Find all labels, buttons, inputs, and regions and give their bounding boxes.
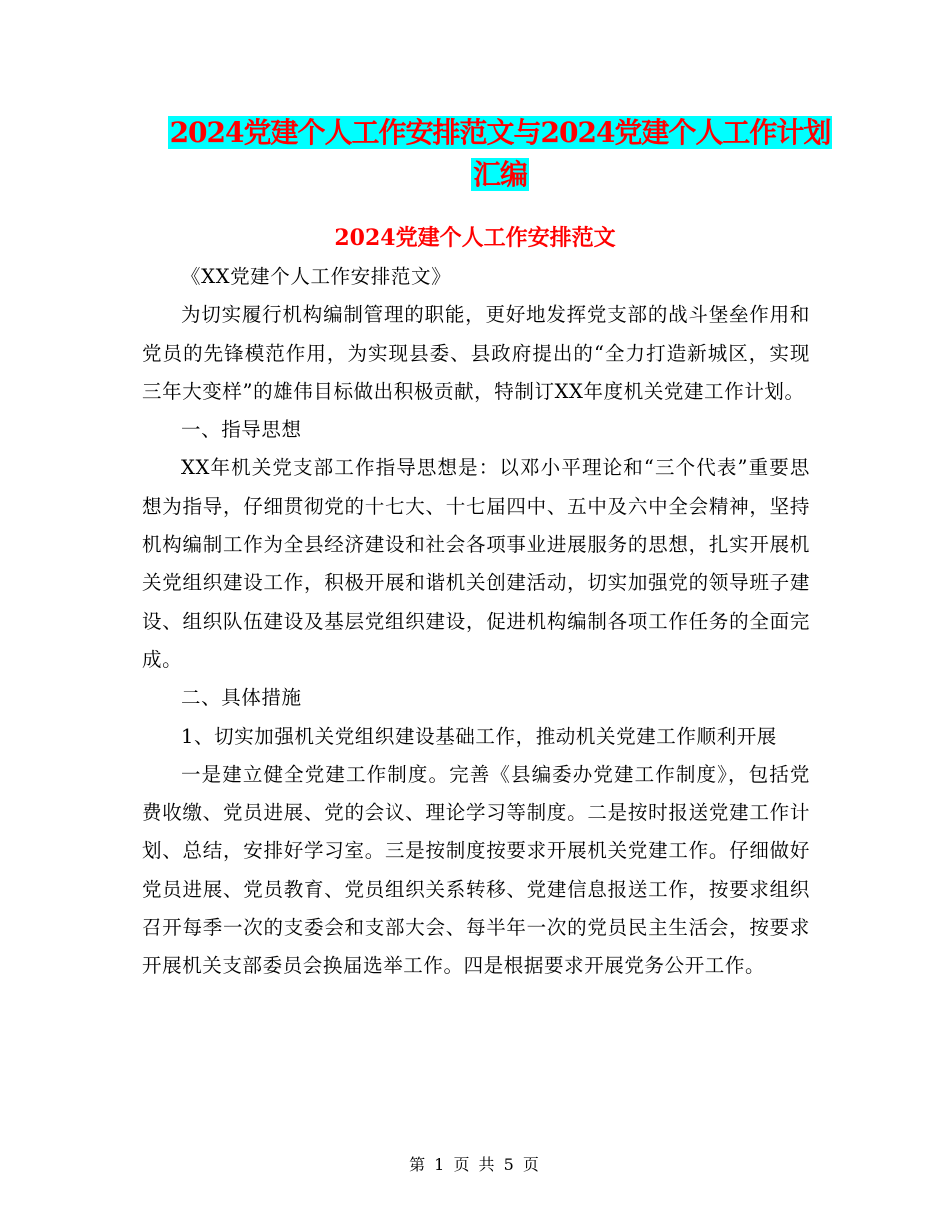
document-title-text-2: 汇编 [472, 158, 527, 191]
paragraph-guiding-thought: XX年机关党支部工作指导思想是：以邓小平理论和“三个代表”重要思想为指导，仔细贯彻党的十七大、十七届四中、五中及六中全会精神，坚持机构编制工作为全县经济建设和社会各项事业进展服务的思想，扎实开展机关党组织建设工作，积极开展和谐机关创建活动，切实加强党的领导班子建设、组织队伍建设及基层党组织建设，促进机构编制各项工作任务的全面完成。 [142, 456, 810, 671]
paragraph-intro: 为切实履行机构编制管理的职能，更好地发挥党支部的战斗堡垒作用和党员的先锋模范作用，为实现县委、县政府提出的“全力打造新城区，实现三年大变样”的雄伟目标做出积极贡献，特制订XX年度机关党建工作计划。 [142, 303, 810, 403]
subheading-measure-1: 1、切实加强机关党组织建设基础工作，推动机关党建工作顺利开展 [181, 724, 777, 748]
paragraph-measure-1: 一是建立健全党建工作制度。完善《县编委办党建工作制度》，包括党费收缴、党员进展、党的会议、理论学习等制度。二是按时报送党建工作计划、总结，安排好学习室。三是按制度按要求开展机关党建工作。仔细做好党员进展、党员教育、党员组织关系转移、党建信息报送工作，按要求组织召开每季一次的支委会和支部大会、每半年一次的党员民主生活会，按要求开展机关支部委员会换届选举工作。四是根据要求开展党务公开工作。 [142, 762, 810, 978]
document-title-line-2 [100, 155, 900, 195]
paragraph-source-title: 《XX党建个人工作安排范文》 [181, 265, 452, 288]
page-number-footer: 第 1 页 共 5 页 [409, 1155, 541, 1174]
section-heading: 2024党建个人工作安排范文 [334, 225, 616, 251]
heading-specific-measures: 二、具体措施 [181, 686, 302, 710]
document-title-text-1: 2024党建个人工作安排范文与2024党建个人工作计划 [169, 116, 831, 149]
document-body [142, 258, 810, 986]
document-title-line-1 [100, 113, 900, 153]
heading-guiding-thought: 一、指导思想 [181, 418, 302, 442]
